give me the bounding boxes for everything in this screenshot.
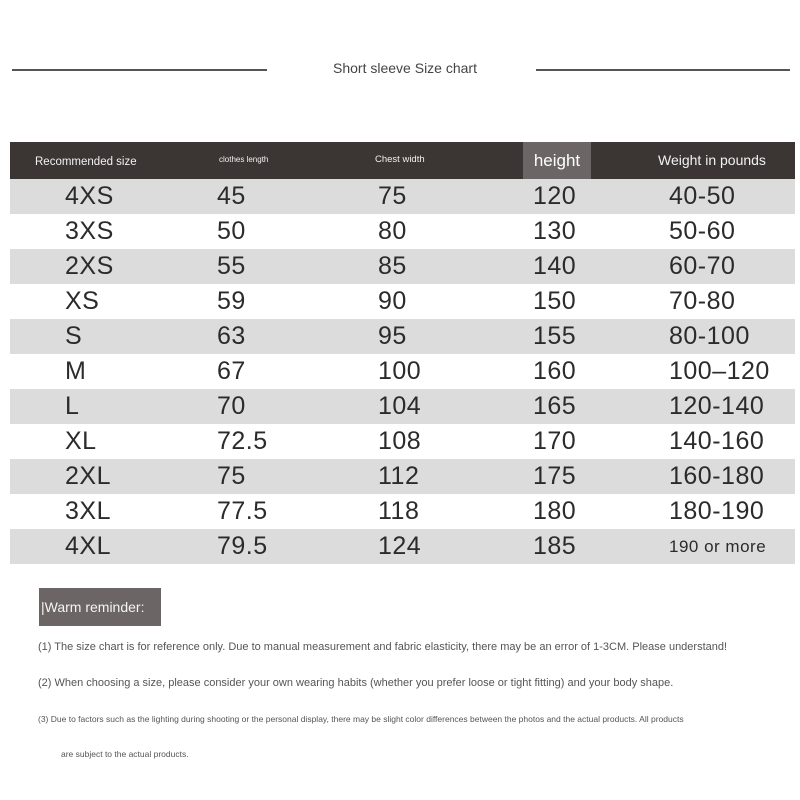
cell-size: 4XL [65,532,111,560]
cell-size: M [65,357,87,385]
cell-height: 180 [533,497,577,525]
cell-size: XS [65,287,100,315]
cell-clothes-length: 63 [217,322,246,350]
table-row [10,389,795,424]
size-table [10,142,795,564]
cell-height: 175 [533,462,577,490]
cell-height: 120 [533,182,577,210]
cell-chest-width: 108 [378,427,422,455]
table-row [10,494,795,529]
title-divider-right [536,69,790,71]
cell-chest-width: 85 [378,252,407,280]
cell-height: 170 [533,427,577,455]
cell-height: 150 [533,287,577,315]
reminder-note-3: (3) Due to factors such as the lighting during shooting or the personal display, there may be slight color differences between the photos and the actual products. All products [38,714,684,724]
cell-weight: 160-180 [669,462,765,490]
table-row [10,529,795,564]
table-body [10,179,795,564]
cell-clothes-length: 67 [217,357,246,385]
cell-chest-width: 104 [378,392,422,420]
cell-chest-width: 90 [378,287,407,315]
cell-weight: 50-60 [669,217,736,245]
table-row [10,179,795,214]
cell-clothes-length: 45 [217,182,246,210]
cell-weight: 120-140 [669,392,765,420]
table-row [10,459,795,494]
cell-clothes-length: 55 [217,252,246,280]
cell-chest-width: 75 [378,182,407,210]
header-chest-width: Chest width [375,154,425,165]
cell-weight: 60-70 [669,252,736,280]
table-row [10,319,795,354]
title-row [0,58,800,82]
cell-chest-width: 112 [378,462,420,490]
cell-size: S [65,322,83,350]
table-row [10,214,795,249]
cell-height: 185 [533,532,577,560]
cell-size: 2XS [65,252,114,280]
cell-clothes-length: 75 [217,462,246,490]
cell-height: 165 [533,392,577,420]
cell-chest-width: 118 [378,497,420,525]
table-row [10,354,795,389]
warm-reminder-label: |Warm reminder: [41,599,145,615]
cell-chest-width: 95 [378,322,407,350]
table-header [10,142,795,179]
reminder-note-2: (2) When choosing a size, please consider your own wearing habits (whether you prefer loose or tight fitting) and your body shape. [38,677,674,689]
cell-size: 3XL [65,497,111,525]
cell-clothes-length: 50 [217,217,246,245]
warm-reminder-badge [39,588,161,626]
cell-chest-width: 124 [378,532,422,560]
cell-weight: 40-50 [669,182,736,210]
cell-size: L [65,392,80,420]
cell-clothes-length: 77.5 [217,497,268,525]
header-recommended-size: Recommended size [35,156,137,168]
reminder-note-1: (1) The size chart is for reference only. Due to manual measurement and fabric elasticity, there may be an error of 1-3CM. Please understand! [38,641,728,653]
cell-clothes-length: 59 [217,287,246,315]
header-height: height [523,142,591,179]
cell-weight: 140-160 [669,427,765,455]
cell-weight: 190 or more [669,537,767,556]
reminder-note-3-continued: are subject to the actual products. [61,749,189,759]
cell-height: 140 [533,252,577,280]
cell-size: XL [65,427,97,455]
cell-chest-width: 100 [378,357,422,385]
title-divider-left [12,69,267,71]
cell-weight: 70-80 [669,287,736,315]
cell-size: 4XS [65,182,114,210]
cell-chest-width: 80 [378,217,407,245]
cell-weight: 100–120 [669,357,770,385]
cell-clothes-length: 70 [217,392,246,420]
cell-height: 155 [533,322,577,350]
table-row [10,424,795,459]
cell-height: 130 [533,217,577,245]
cell-clothes-length: 72.5 [217,427,268,455]
cell-clothes-length: 79.5 [217,532,268,560]
cell-weight: 180-190 [669,497,765,525]
table-row [10,284,795,319]
cell-height: 160 [533,357,577,385]
header-clothes-length: clothes length [219,155,269,164]
cell-size: 2XL [65,462,111,490]
cell-size: 3XS [65,217,114,245]
table-row [10,249,795,284]
page-title: Short sleeve Size chart [333,60,477,76]
cell-weight: 80-100 [669,322,750,350]
header-weight: Weight in pounds [658,152,766,168]
